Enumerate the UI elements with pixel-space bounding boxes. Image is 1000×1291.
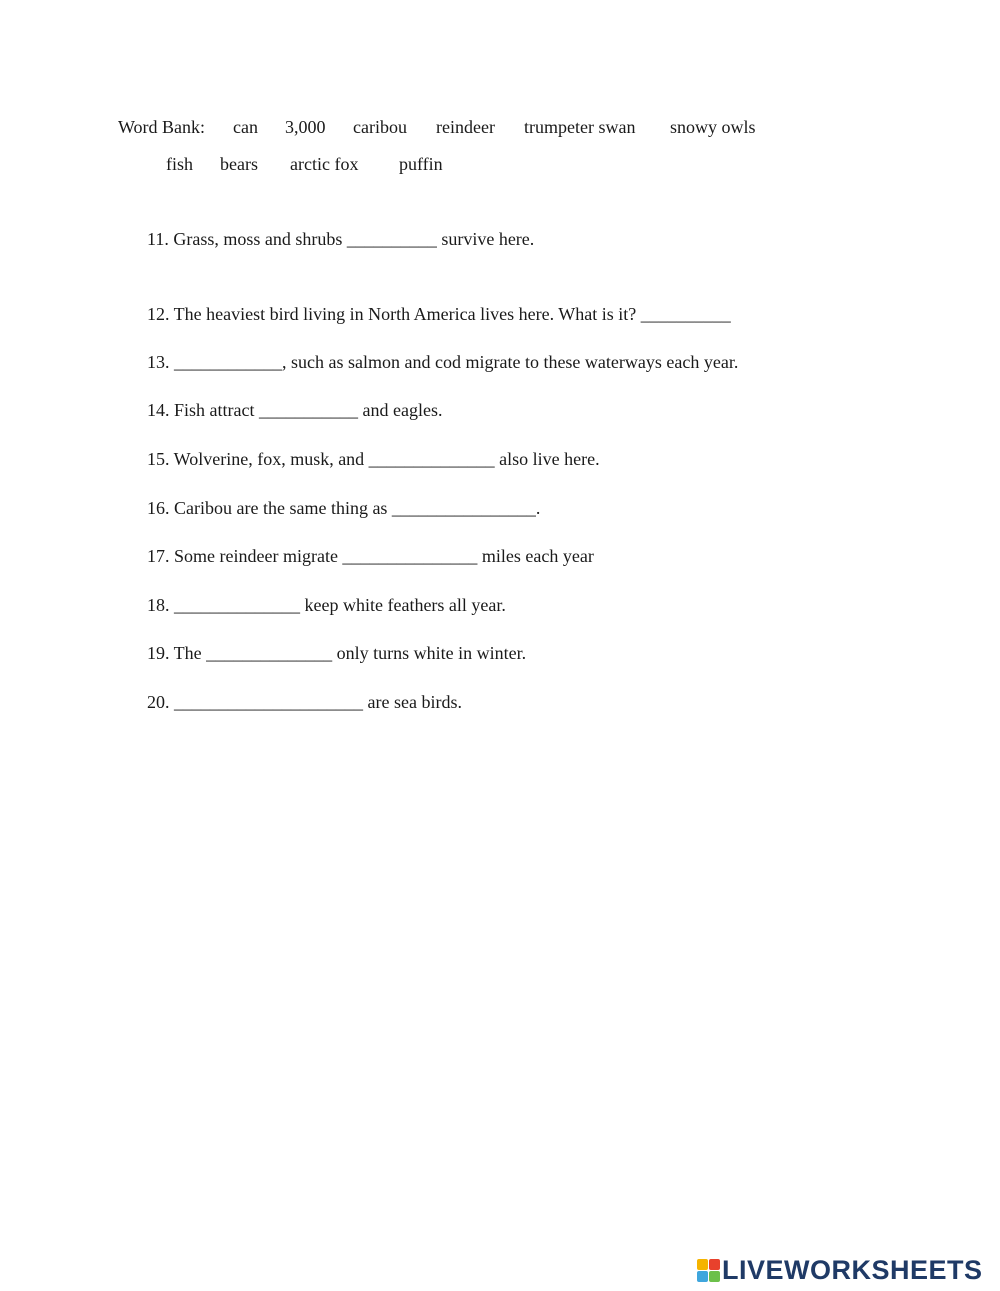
word-bank-item: fish (166, 154, 193, 174)
logo-text: LIVEWORKSHEETS (722, 1254, 983, 1285)
question-11: 11. Grass, moss and shrubs __________ survive here. (147, 229, 535, 249)
word-bank-item: bears (220, 154, 258, 174)
logo-square (697, 1271, 708, 1282)
word-bank-label: Word Bank: (118, 117, 206, 137)
question-12: 12. The heaviest bird living in North America lives here. What is it? __________ (147, 304, 731, 324)
question-19: 19. The ______________ only turns white in winter. (147, 643, 527, 663)
question-17: 17. Some reindeer migrate _______________ miles each year (147, 546, 594, 566)
word-bank-item: reindeer (436, 117, 495, 137)
word-bank-item: can (233, 117, 258, 137)
word-bank-item: 3,000 (285, 117, 326, 137)
liveworksheets-logo (697, 1254, 983, 1286)
question-20: 20. _____________________ are sea birds. (147, 692, 462, 712)
question-14: 14. Fish attract ___________ and eagles. (147, 400, 443, 420)
logo-square (709, 1259, 720, 1270)
logo-square (709, 1271, 720, 1282)
logo-square (697, 1259, 708, 1270)
question-18: 18. ______________ keep white feathers all year. (147, 595, 506, 615)
word-bank-item: caribou (353, 117, 407, 137)
word-bank-item: arctic fox (290, 154, 359, 174)
question-15: 15. Wolverine, fox, musk, and ______________ also live here. (147, 449, 600, 469)
logo-squares-icon (697, 1259, 720, 1282)
word-bank-item: trumpeter swan (524, 117, 636, 137)
word-bank-item: snowy owls (670, 117, 756, 137)
word-bank-item: puffin (399, 154, 443, 174)
question-16: 16. Caribou are the same thing as ________________. (147, 498, 541, 518)
question-13: 13. ____________, such as salmon and cod migrate to these waterways each year. (147, 352, 739, 372)
